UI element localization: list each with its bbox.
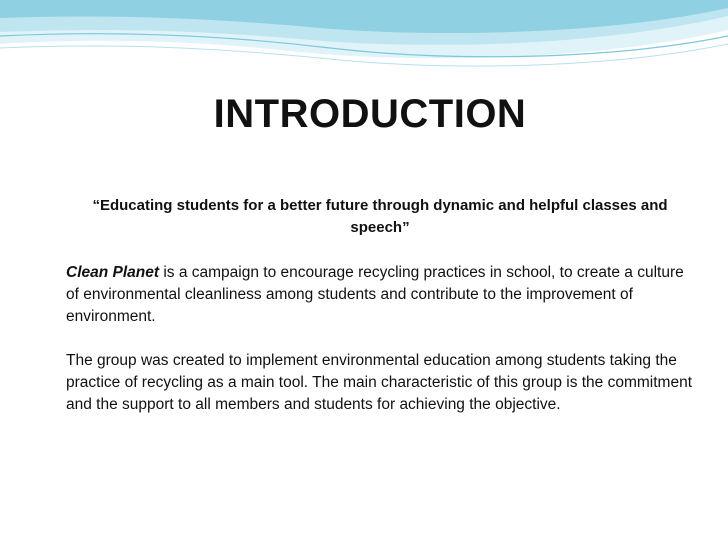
slide-quote: “Educating students for a better future through dynamic and helpful classes and speech” <box>92 197 668 236</box>
paragraph-group: The group was created to implement environmental education among students taking the practice of recycling as a main tool. The main characteristic of this group is the commitment and the support to all members and students for achieving the objective. <box>66 352 693 413</box>
paragraph-intro <box>66 262 696 328</box>
paragraph-intro-text: is a campaign to encourage recycling practices in school, to create a culture of environmental cleanliness among students and contribute to the improvement of environment. <box>66 264 684 325</box>
slide-title-text: INTRODUCTION <box>213 92 527 136</box>
campaign-name: Clean Planet <box>66 264 160 281</box>
slide-title <box>0 92 728 137</box>
slide-body <box>66 262 696 438</box>
wave-decoration <box>0 0 728 80</box>
